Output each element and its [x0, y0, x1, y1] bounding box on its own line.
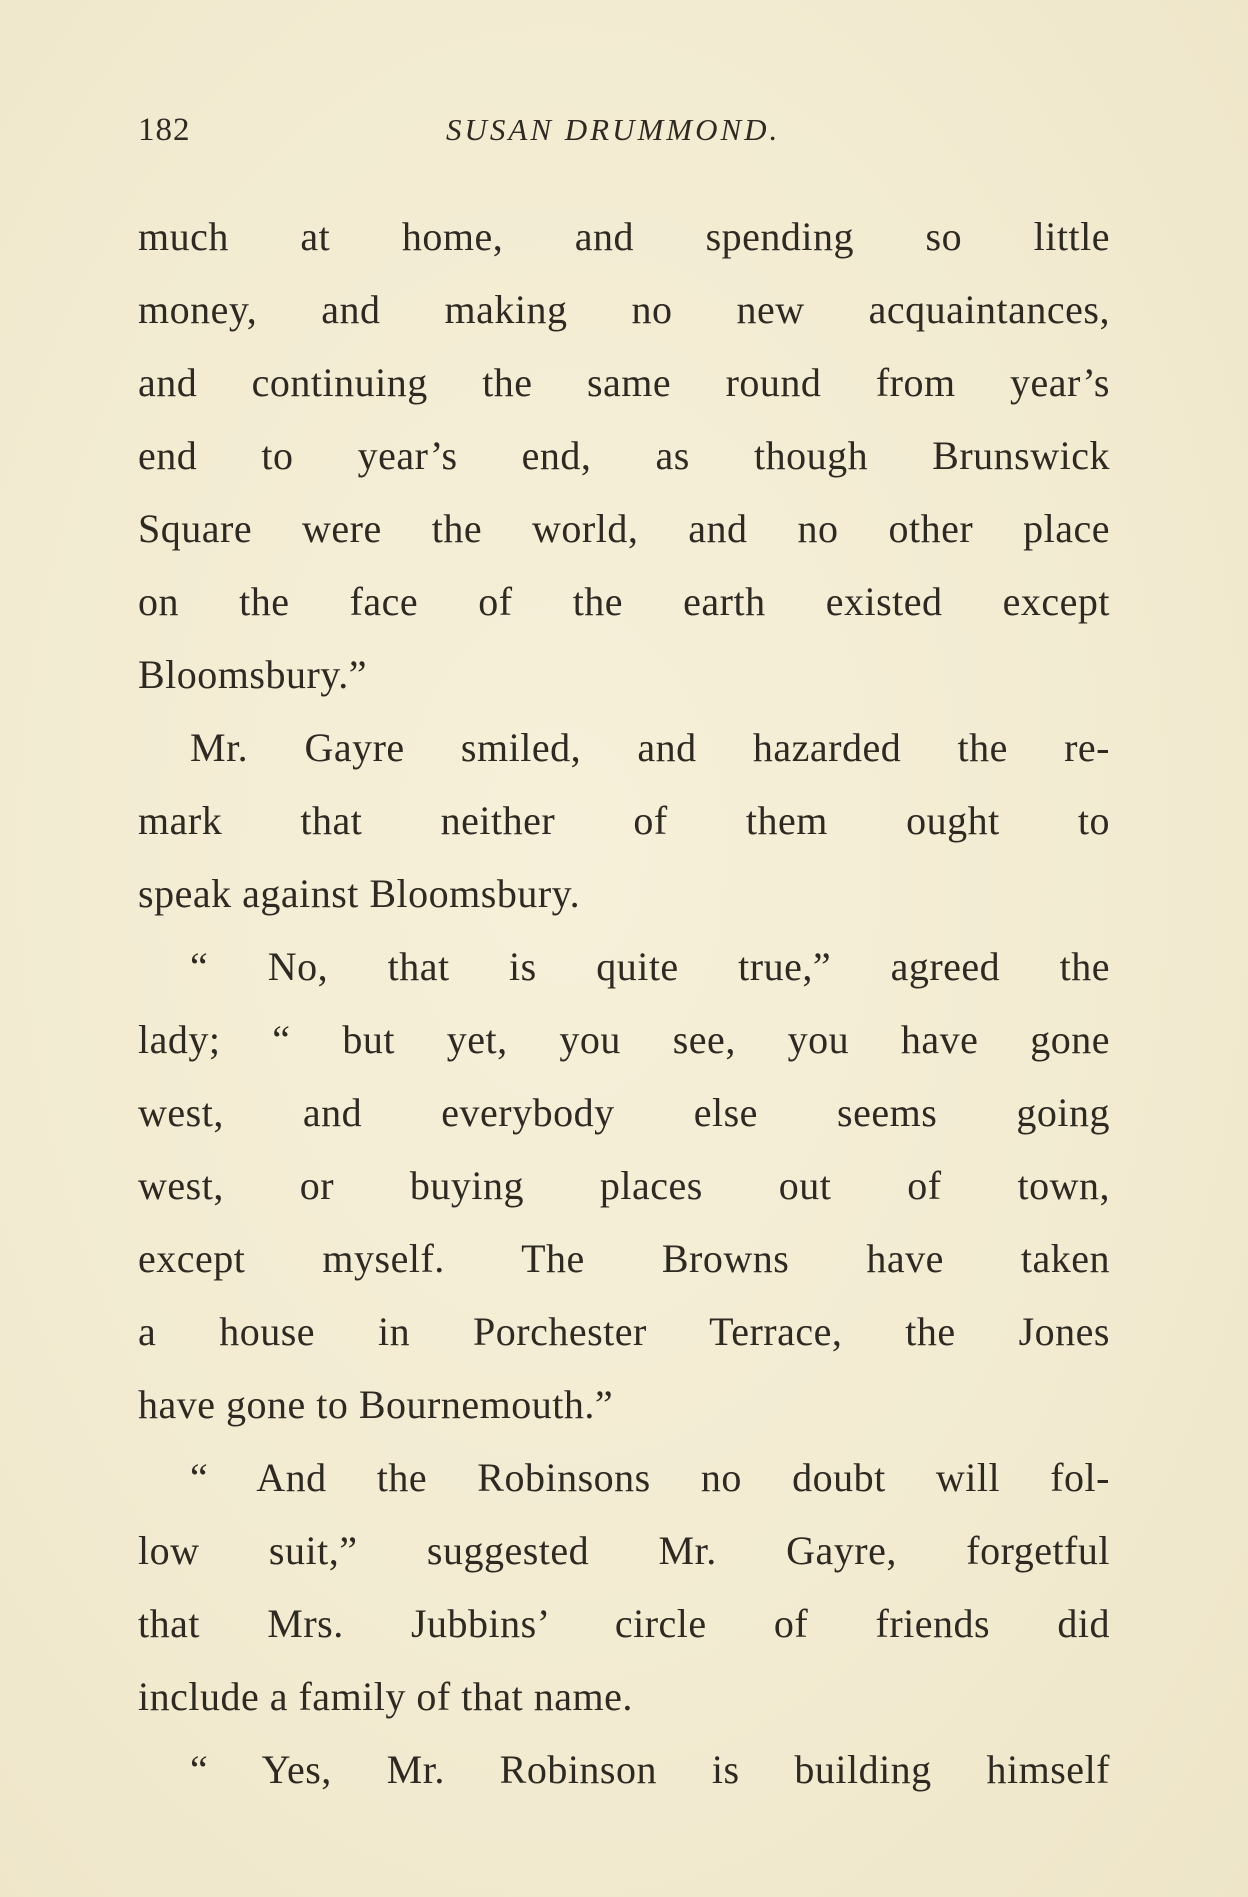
- page-number: 182: [138, 112, 191, 148]
- text-line: Bloomsbury.”: [138, 652, 367, 697]
- text-line: that Mrs. Jubbins’ circle of friends did: [138, 1601, 1110, 1646]
- text-line: on the face of the earth existed except: [138, 579, 1110, 624]
- text-line: Square were the world, and no other place: [138, 506, 1110, 551]
- running-head: [138, 112, 1108, 162]
- text-line: and continuing the same round from year’s: [138, 360, 1110, 405]
- text-line: low suit,” suggested Mr. Gayre, forgetful: [138, 1528, 1110, 1573]
- text-line: Mr. Gayre smiled, and hazarded the re-: [190, 725, 1110, 770]
- text-line: except myself. The Browns have taken: [138, 1236, 1110, 1281]
- text-line: west, and everybody else seems going: [138, 1090, 1110, 1135]
- text-line: speak against Bloomsbury.: [138, 871, 581, 916]
- text-line: a house in Porchester Terrace, the Jones: [138, 1309, 1110, 1354]
- text-line: “ Yes, Mr. Robinson is building himself: [190, 1747, 1110, 1792]
- text-line: much at home, and spending so little: [138, 214, 1110, 259]
- text-line: include a family of that name.: [138, 1674, 633, 1719]
- text-line: end to year’s end, as though Brunswick: [138, 433, 1110, 478]
- text-line: “ No, that is quite true,” agreed the: [190, 944, 1110, 989]
- text-line: have gone to Bournemouth.”: [138, 1382, 614, 1427]
- text-line: money, and making no new acquaintances,: [138, 287, 1110, 332]
- text-line: lady; “ but yet, you see, you have gone: [138, 1017, 1110, 1062]
- text-line: mark that neither of them ought to: [138, 798, 1110, 843]
- text-line: “ And the Robinsons no doubt will fol-: [190, 1455, 1110, 1500]
- body-text: [138, 200, 1110, 1806]
- running-title: SUSAN DRUMMOND.: [446, 112, 781, 147]
- text-line: west, or buying places out of town,: [138, 1163, 1110, 1208]
